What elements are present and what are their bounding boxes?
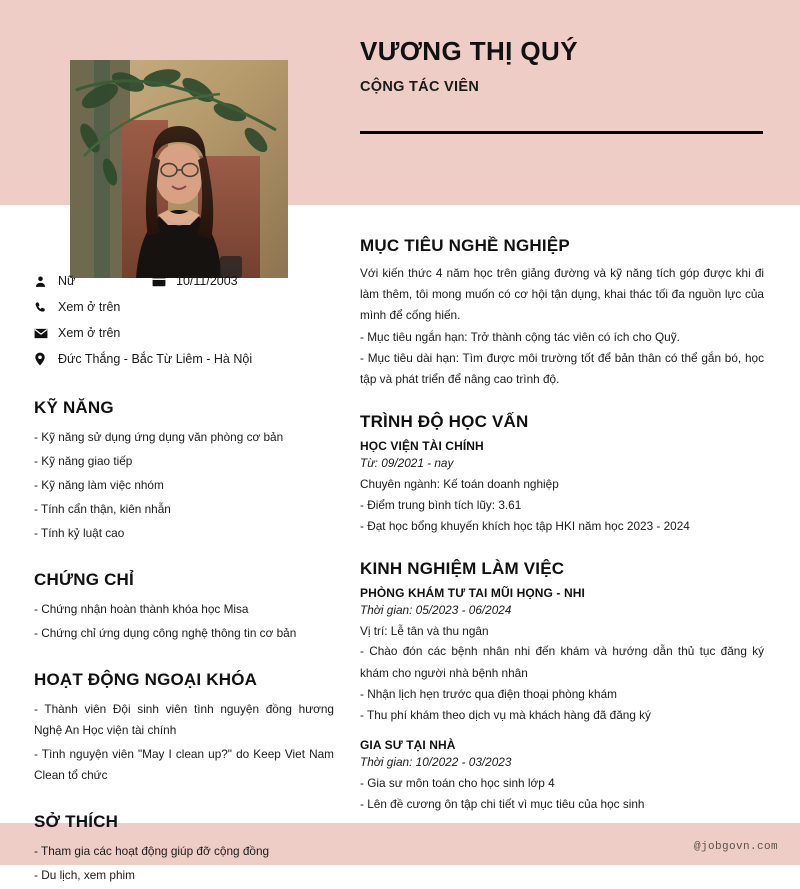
email-value: Xem ở trên (58, 326, 121, 340)
list-item: - Du lịch, xem phim (34, 867, 135, 882)
experience-heading: KINH NGHIỆM LÀM VIỆC (360, 559, 565, 579)
list-item: - Tình nguyện viên "May I clean up?" do Keep Viet Nam Clean tổ chức (34, 746, 334, 782)
certificates-heading: CHỨNG CHỈ (34, 569, 134, 589)
company-name: PHÒNG KHÁM TƯ TAI MŨI HỌNG - NHI (360, 586, 585, 601)
school-period: Từ: 09/2021 - nay (360, 456, 454, 471)
list-item: - Nhận lịch hẹn trước qua điện thoại phòng khám (360, 686, 617, 701)
school-major: Chuyên ngành: Kế toán doanh nghiệp (360, 477, 559, 492)
list-item: - Tính kỷ luật cao (34, 525, 125, 540)
contact-row-email (34, 320, 334, 346)
left-column (34, 268, 334, 889)
school-name: HỌC VIỆN TÀI CHÍNH (360, 439, 484, 454)
list-item: - Chứng chỉ ứng dụng công nghệ thông tin cơ bản (34, 625, 297, 640)
avatar-image (70, 60, 288, 278)
birthday-value: 10/11/2003 (176, 274, 238, 288)
page-title: VƯƠNG THỊ QUÝ (360, 36, 578, 66)
activities-heading: HOẠT ĐỘNG NGOẠI KHÓA (34, 669, 258, 689)
list-item: - Thành viên Đội sinh viên tình nguyện đồng hương Nghệ An Học viện tài chính (34, 701, 334, 737)
list-item: - Tính cẩn thận, kiên nhẫn (34, 501, 171, 516)
contact-row-gender-birthday (34, 268, 334, 294)
phone-icon (34, 301, 58, 314)
right-column (360, 236, 764, 815)
skills-heading: KỸ NĂNG (34, 398, 114, 417)
person-icon (34, 275, 58, 288)
list-item: - Điểm trung bình tích lũy: 3.61 (360, 497, 522, 512)
envelope-icon (34, 328, 58, 339)
header-divider (360, 131, 763, 134)
phone-value: Xem ở trên (58, 300, 121, 314)
job-period: Thời gian: 05/2023 - 06/2024 (360, 603, 512, 618)
section-objective (360, 236, 764, 390)
contact-row-phone (34, 294, 334, 320)
experience-entry (360, 738, 764, 815)
list-item: - Thu phí khám theo dịch vụ mà khách hàng đã đăng ký (360, 708, 651, 723)
section-education (360, 412, 764, 537)
contact-row-address (34, 346, 334, 372)
list-item: - Gia sư môn toán cho học sinh lớp 4 (360, 776, 555, 791)
section-certificates (34, 570, 334, 644)
objective-paragraph: Với kiến thức 4 năm học trên giảng đường và kỹ năng tích góp được khi đi làm thêm, tôi mong muốn có cơ hội tận dụng, khai thác tối đa nguồn lực của mình để cống hiến. (360, 266, 764, 323)
list-item: - Lên đề cương ôn tập chi tiết vì mục tiêu của học sinh (360, 797, 645, 812)
list-item: - Mục tiêu dài hạn: Tìm được môi trường tốt để bản thân có thể gắn bó, học tập và phát triển để nâng cao trình độ. (360, 350, 764, 387)
objective-heading: MỤC TIÊU NGHỀ NGHIỆP (360, 236, 570, 255)
section-skills (34, 398, 334, 544)
job-role: Vị trí: Lễ tân và thu ngân (360, 623, 489, 638)
list-item: - Kỹ năng giao tiếp (34, 453, 133, 468)
education-heading: TRÌNH ĐỘ HỌC VẤN (360, 412, 529, 432)
gender-value: Nữ (58, 274, 76, 288)
section-experience (360, 559, 764, 815)
header-text (360, 36, 764, 95)
entry-spacer (360, 726, 764, 734)
hobbies-heading: SỞ THÍCH (34, 811, 119, 831)
company-name: GIA SƯ TẠI NHÀ (360, 738, 456, 753)
experience-entry (360, 586, 764, 726)
job-title: CỘNG TÁC VIÊN (360, 79, 480, 96)
section-activities (34, 670, 334, 786)
job-period: Thời gian: 10/2022 - 03/2023 (360, 755, 512, 770)
contact-block (34, 268, 334, 372)
calendar-icon (152, 275, 176, 287)
list-item: - Kỹ năng làm việc nhóm (34, 477, 164, 492)
location-pin-icon (34, 352, 58, 366)
address-value: Đức Thắng - Bắc Từ Liêm - Hà Nội (58, 352, 253, 366)
section-hobbies (34, 812, 334, 886)
list-item: - Chào đón các bệnh nhân nhi đến khám và hướng dẫn thủ tục đăng ký khám cho người nhà bệnh nhân (360, 644, 764, 680)
list-item: - Đạt học bổng khuyến khích học tập HKI năm học 2023 - 2024 (360, 518, 690, 533)
list-item: - Mục tiêu ngắn hạn: Trở thành cộng tác viên có ích cho Quỹ. (360, 329, 680, 344)
avatar (70, 60, 288, 278)
watermark: @jobgovn.com (693, 841, 778, 853)
list-item: - Kỹ năng sử dụng ứng dụng văn phòng cơ bản (34, 430, 284, 444)
list-item: - Chứng nhận hoàn thành khóa học Misa (34, 601, 249, 616)
list-item: - Tham gia các hoạt động giúp đỡ cộng đồng (34, 843, 270, 858)
